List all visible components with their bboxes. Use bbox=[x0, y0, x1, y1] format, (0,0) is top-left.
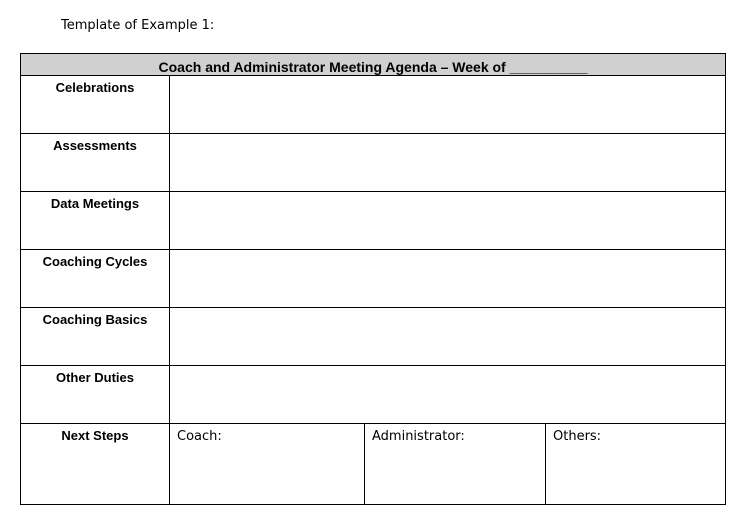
agenda-row-celebrations bbox=[21, 76, 725, 134]
next-steps-administrator-cell[interactable]: Administrator: bbox=[365, 424, 546, 504]
next-steps-cells bbox=[170, 424, 725, 504]
row-label-celebrations: Celebrations bbox=[21, 76, 170, 133]
row-content-coaching-basics[interactable] bbox=[170, 308, 725, 365]
row-content-data-meetings[interactable] bbox=[170, 192, 725, 249]
row-label-coaching-cycles: Coaching Cycles bbox=[21, 250, 170, 307]
agenda-row-data-meetings bbox=[21, 192, 725, 250]
agenda-row-other-duties bbox=[21, 366, 725, 424]
row-content-coaching-cycles[interactable] bbox=[170, 250, 725, 307]
agenda-row-assessments bbox=[21, 134, 725, 192]
agenda-row-next-steps bbox=[21, 424, 725, 504]
row-label-next-steps: Next Steps bbox=[21, 424, 170, 504]
row-label-data-meetings: Data Meetings bbox=[21, 192, 170, 249]
agenda-title: Coach and Administrator Meeting Agenda – Week of __________ bbox=[21, 54, 725, 76]
template-caption: Template of Example 1: bbox=[61, 18, 215, 33]
row-content-other-duties[interactable] bbox=[170, 366, 725, 423]
row-label-assessments: Assessments bbox=[21, 134, 170, 191]
agenda-row-coaching-basics bbox=[21, 308, 725, 366]
next-steps-coach-cell[interactable]: Coach: bbox=[170, 424, 365, 504]
row-label-other-duties: Other Duties bbox=[21, 366, 170, 423]
row-content-celebrations[interactable] bbox=[170, 76, 725, 133]
row-content-assessments[interactable] bbox=[170, 134, 725, 191]
agenda-table bbox=[20, 53, 726, 505]
row-label-coaching-basics: Coaching Basics bbox=[21, 308, 170, 365]
agenda-row-coaching-cycles bbox=[21, 250, 725, 308]
next-steps-others-cell[interactable]: Others: bbox=[553, 429, 602, 444]
